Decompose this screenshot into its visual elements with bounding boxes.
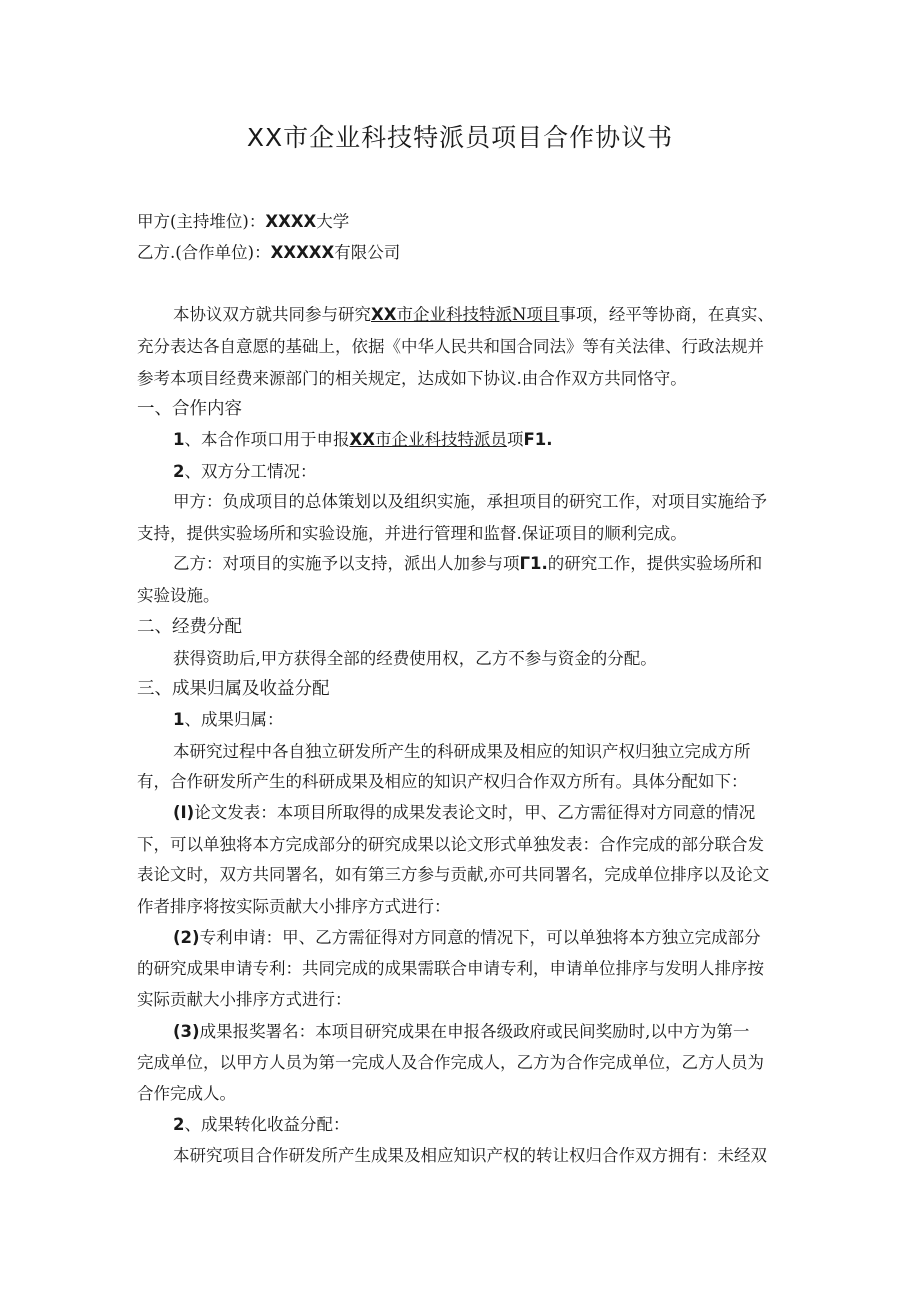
item-text: 、成果归属： [184,710,284,729]
intro-bold: XX [371,305,397,324]
party-a-label: 甲方(主持堆位)： [137,212,266,231]
sec3-item-2 [137,1109,833,1141]
clause-text: 专利申请：甲、乙方需征得对方同意的情况下，可以单独将本方独立完成部分 [199,928,761,947]
item-text: 、双方分工情况： [184,462,317,481]
intro-text: 本协议双方就共同参与研究 [173,305,371,324]
party-b-suffix: 有限公司 [334,243,401,262]
clause-1-line-1 [137,797,833,829]
party-b-duty-line-2: 实验设施。 [137,586,220,605]
item-text: 、本合作项口用于申报 [184,430,350,449]
section-1-heading: 一、合作内容 [137,399,242,419]
intro-text-end: 事项，经平等协商，在真实、 [559,305,774,324]
sec3-para-1-line-1: 本研究过程中各自独立研发所产生的科研成果及相应的知识产权归独立完成方所 [173,742,751,761]
clause-number: (2) [173,928,200,947]
sec3-para-1-line-2: 有，合作研发所产生的科研成果及相应的知识产权归合作双方所有。具体分配如下： [137,772,748,791]
sec1-item-2 [137,456,833,488]
sec3-para-2-line-1: 本研究项目合作研发所产生成果及相应知识产权的转让权归合作双方拥有：未经双 [173,1146,767,1165]
sec3-item-1 [137,704,833,736]
section-3-heading: 三、成果归属及收益分配 [137,679,330,699]
item-number: 1 [173,710,185,729]
clause-1-line-2: 下，可以单独将本方完成部分的研究成果以论文形式单独发表：合作完成的部分联合发 [137,835,764,854]
clause-2-line-2: 的研究成果申请专利：共同完成的成果需联合申请专利，申请单位排序与发明人排序按 [137,959,764,978]
item-number: 2 [173,1115,185,1134]
intro-line-3: 参考本项目经费来源部门的相关规定，达成如下协议.由合作双方共同恪守。 [137,369,687,388]
intro-underlined: 市企业科技特派N项目 [396,305,560,324]
item-text-mid: 项 [506,430,524,449]
clause-3-line-3: 合作完成人。 [137,1084,236,1103]
party-a-duty-line-1: 甲方：负成项目的总体策划以及组织实施，承担项目的研究工作，对项目实施给予 [173,492,767,511]
party-a-suffix: 大学 [316,212,350,231]
clause-3-line-1 [137,1016,833,1048]
clause-text: 论文发表：本项目所取得的成果发表论文时，甲、乙方需征得对方同意的情况 [194,803,756,822]
clause-1-line-4: 作者排序将按实际贡献大小排序方式进行： [137,897,451,916]
item-bold: XX [349,430,375,449]
duty-text: 乙方：对项目的实施予以支持，派出人加参与项 [173,554,520,573]
section-2-heading: 二、经费分配 [137,617,242,637]
sec1-item-1 [137,424,833,456]
clause-3-line-2: 完成单位，以甲方人员为第一完成人及合作完成人，乙方为合作完成单位，乙方人员为 [137,1053,764,1072]
party-b-line [137,237,797,269]
duty-bold: Γ1. [519,554,548,573]
duty-text-end: 的研究工作，提供实验场所和 [547,554,763,573]
party-b-value: XXXXX [270,243,335,262]
clause-number: (3) [173,1022,200,1041]
party-b-duty-line-1 [137,548,833,580]
item-text: 、成果转化收益分配： [184,1115,350,1134]
item-underlined: 市企业科技特派员 [374,430,507,449]
party-a-line [137,206,797,238]
clause-2-line-3: 实际贡献大小排序方式进行： [137,990,352,1009]
party-a-duty-line-2: 支持，提供实验场所和实验设施，并进行管理和监督.保证项目的顺利完成。 [137,524,687,543]
party-b-label: 乙方.(合作单位)： [137,243,271,262]
intro-line-1 [137,299,833,331]
intro-line-2: 充分表达各自意愿的基础上，依据《中华人民共和国合同法》等有关法律、行政法规并 [137,337,764,356]
clause-1-line-3: 表论文时，双方共同署名，如有第三方参与贡献,亦可共同署名，完成单位排序以及论文 [137,865,770,884]
party-a-value: XXXX [265,212,317,231]
document-title: XX市企业科技特派员项目合作协议书 [246,123,674,152]
clause-2-line-1 [137,922,833,954]
clause-text: 成果报奖署名：本项目研究成果在申报各级政府或民间奖励时,以中方为第一 [199,1022,750,1041]
clause-number: (I) [173,803,195,822]
sec2-text: 获得资助后,甲方获得全部的经费使用权，乙方不参与资金的分配。 [173,649,657,668]
item-bold-end: F1. [523,430,553,449]
item-number: 2 [173,462,185,481]
item-number: 1 [173,430,185,449]
